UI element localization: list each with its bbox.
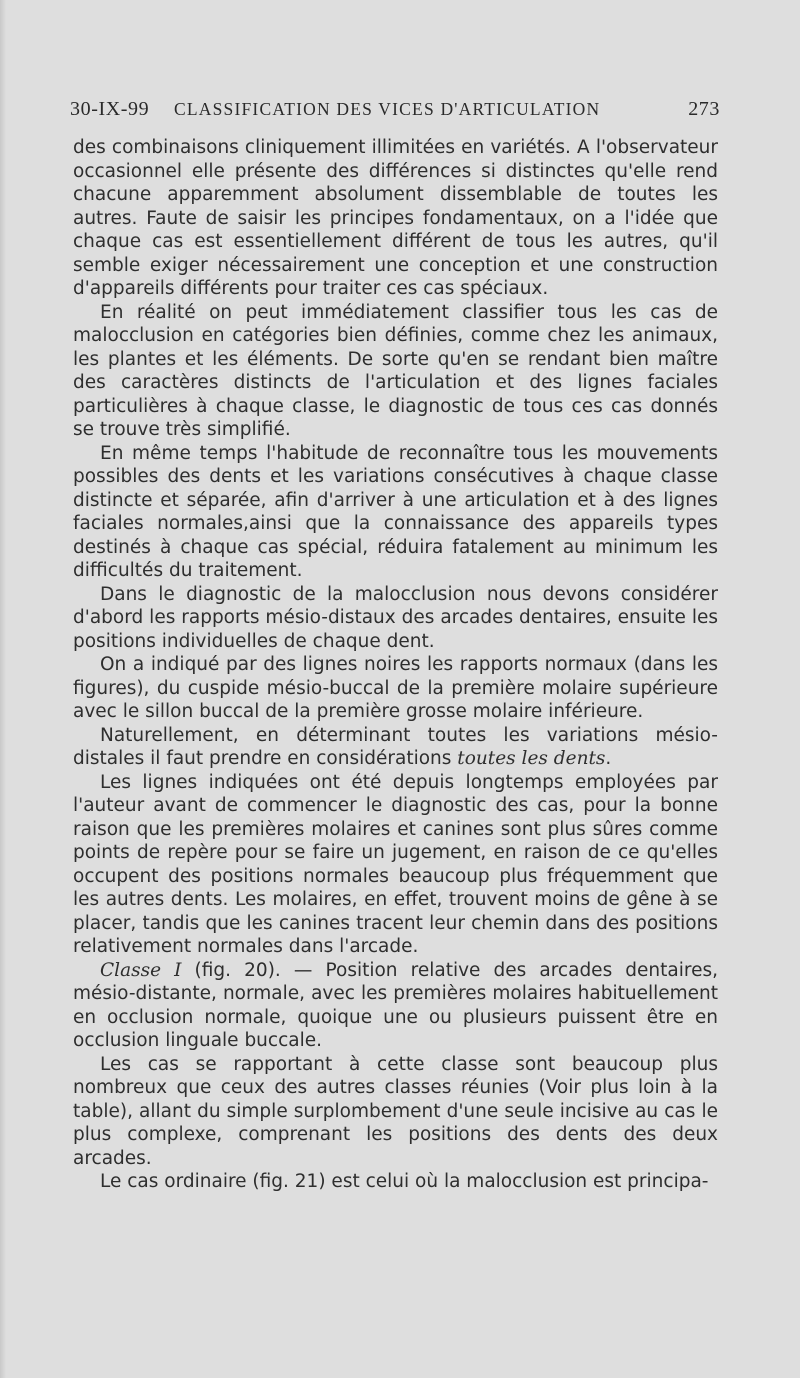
page-edge-shadow bbox=[0, 0, 6, 1378]
emphasis-text: toutes les dents bbox=[457, 748, 606, 769]
header-title: CLASSIFICATION DES VICES D'ARTICULATION bbox=[174, 99, 601, 119]
paragraph: Dans le diagnostic de la malocclusion nous devons considérer d'abord les rapports mésio-distaux des arcades dentaires, ensuite les positions individuelles de chaque dent. bbox=[73, 583, 718, 652]
page-number: 273 bbox=[688, 98, 720, 120]
class-heading: Classe I bbox=[100, 959, 182, 981]
paragraph: En même temps l'habitude de reconnaître tous les mouvements possibles des dents et les variations consécutives à chaque classe distincte et séparée, afin d'arriver à une articulation et à des lignes faciales normales,ainsi que la connaissance des appareils types destinés à chaque cas spécial, réduira fatalement au minimum les difficultés du traitement. bbox=[73, 442, 718, 581]
paragraph-text: Naturellement, en déterminant toutes les variations mésio-distales il faut prendre en considérations bbox=[73, 724, 718, 769]
header-date: 30-IX-99 bbox=[70, 98, 150, 120]
paragraph bbox=[73, 724, 718, 771]
paragraph: En réalité on peut immédiatement classifier tous les cas de malocclusion en catégories bien définies, comme chez les animaux, les plantes et les éléments. De sorte qu'en se rendant bien maître des caractères distincts de l'articulation et des lignes faciales particulières à chaque classe, le diagnostic de tous ces cas donnés se trouve très simplifié. bbox=[73, 301, 718, 440]
body-text bbox=[73, 136, 718, 1194]
paragraph: On a indiqué par des lignes noires les rapports normaux (dans les figures), du cuspide mésio-buccal de la première molaire supérieure avec le sillon buccal de la première grosse molaire inférieure. bbox=[73, 654, 718, 722]
paragraph: Le cas ordinaire (fig. 21) est celui où la malocclusion est principa- bbox=[100, 1171, 709, 1192]
paragraph bbox=[73, 959, 718, 1053]
running-header bbox=[70, 98, 720, 128]
paragraph: Les lignes indiquées ont été depuis longtemps employées par l'auteur avant de commencer le diagnostic des cas, pour la bonne raison que les premières molaires et canines sont plus sûres comme points de repère pour se faire un jugement, en raison de ce qu'elles occupent des positions normales beaucoup plus fréquemment que les autres dents. Les molaires, en effet, trouvent moins de gêne à se placer, tandis que les canines tracent leur chemin dans des positions relativement normales dans l'arcade. bbox=[73, 771, 718, 957]
paragraph-continued: des combinaisons cliniquement illimitées en variétés. A l'observateur occasionnel elle présente des différences si distinctes qu'elle rend chacune apparemment absolument dissemblable de toutes les autres. Faute de saisir les principes fondamentaux, on a l'idée que chaque cas est essentiellement différent de tous les autres, qu'il semble exiger nécessairement une conception et une construction d'appareils différents pour traiter ces cas spéciaux. bbox=[73, 137, 718, 299]
paragraph: Les cas se rapportant à cette classe sont beaucoup plus nombreux que ceux des autres classes réunies (Voir plus loin à la table), allant du simple surplombement d'une seule incisive au cas le plus complexe, comprenant les positions des dents des deux arcades. bbox=[73, 1053, 718, 1169]
paragraph-text: . bbox=[605, 748, 612, 769]
paragraph-text: (fig. 20). — Position relative des arcades dentaires, mésio-distante, normale, avec les premières molaires habituellement en occlusion normale, quoique une ou plusieurs puissent être en occlusion linguale buccale. bbox=[73, 959, 718, 1051]
